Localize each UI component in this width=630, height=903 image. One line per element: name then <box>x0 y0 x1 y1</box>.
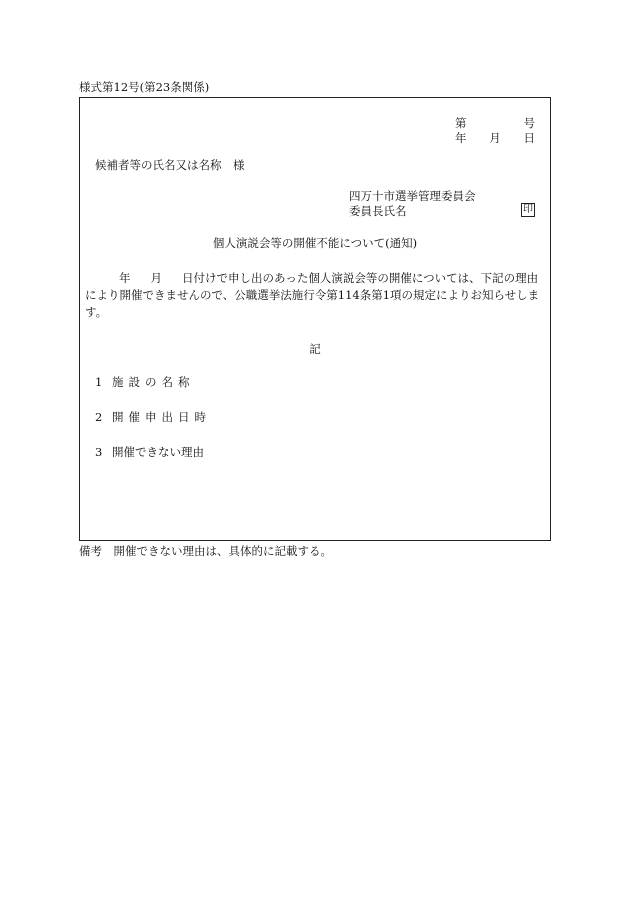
ki-heading: 記 <box>309 342 321 356</box>
body-year: 年 <box>119 271 131 285</box>
number-prefix: 第 <box>455 116 467 130</box>
sender-chairman: 委員長氏名 <box>349 204 407 218</box>
document-date-line <box>455 130 535 146</box>
document-number-line <box>455 115 535 131</box>
date-month: 月 <box>489 131 501 145</box>
sender-committee: 四万十市選挙管理委員会 <box>349 189 476 203</box>
addressee: 候補者等の氏名又は名称 様 <box>95 158 245 172</box>
list-item <box>95 412 211 424</box>
body-text: 日付けで申し出のあった個人演説会等の開催については、下記の理由により開催できませんので、公職選挙法施行令第114条第1項の規定によりお知らせします。 <box>85 271 540 319</box>
body-month: 月 <box>150 271 162 285</box>
list-item <box>95 447 204 459</box>
number-suffix: 号 <box>523 116 535 130</box>
form-label: 様式第12号(第23条関係) <box>79 80 210 94</box>
seal-mark: 印 <box>523 204 533 215</box>
list-item <box>95 377 195 389</box>
item-label: 開催申出日時 <box>112 410 211 424</box>
remarks-note: 備考 開催できない理由は、具体的に記載する。 <box>79 544 332 558</box>
item-label: 開催できない理由 <box>112 445 204 459</box>
item-number: 3 <box>95 445 103 459</box>
date-day: 日 <box>523 131 535 145</box>
item-number: 1 <box>95 375 103 389</box>
item-label: 施設の名称 <box>112 375 195 389</box>
body-paragraph <box>85 270 547 321</box>
item-number: 2 <box>95 410 103 424</box>
date-year: 年 <box>455 131 467 145</box>
document-title: 個人演説会等の開催不能について(通知) <box>212 236 418 250</box>
